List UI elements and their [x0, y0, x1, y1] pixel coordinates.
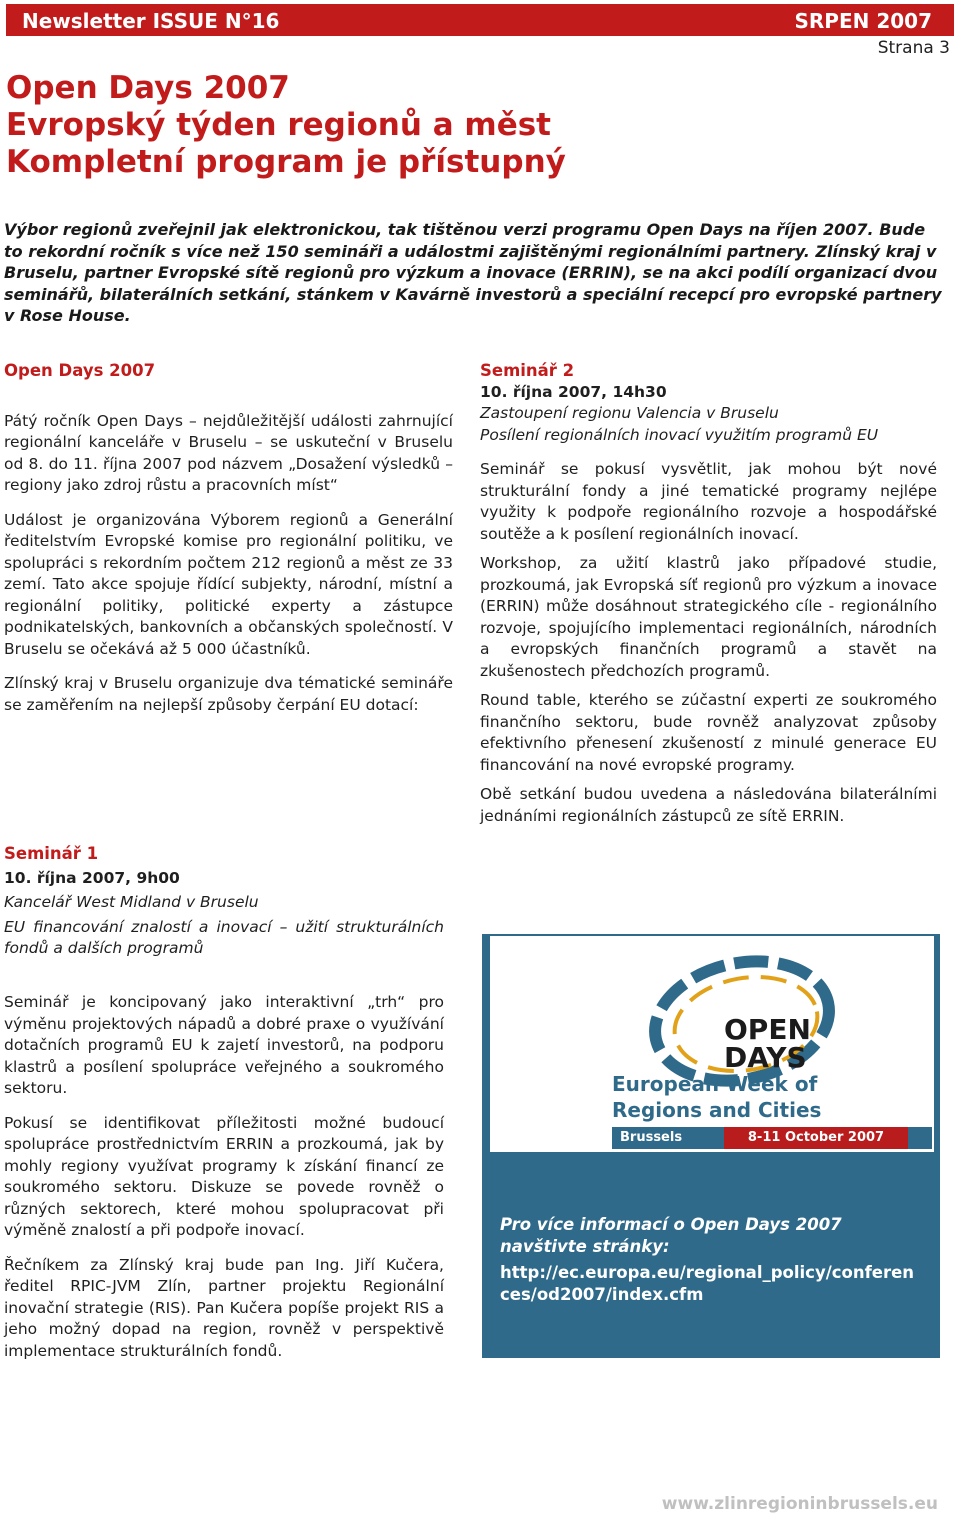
left-column-lower — [4, 992, 444, 1362]
logo-open: OPEN — [724, 1013, 811, 1046]
left-paragraph-4: Seminář je koncipovaný jako interaktivní „trh“ pro výměnu projektových nápadů a dobré praxe o využívání dotačních programů EU k zajetí investorů, na podporu klastrů a posílení spolupráce veřejného a soukromého sektoru. — [4, 993, 444, 1097]
right-paragraph-1: Seminář se pokusí vysvětlit, jak mohou být nové strukturální fondy a jiné tematické programy nejlépe využity k podpoře regionálního rozvoje a hospodářské soutěže a k posílení regionálních inovací. — [480, 460, 937, 543]
right-paragraph-3: Round table, kterého se zúčastní experti ze soukromého finančního sektoru, bude rovněž analyzovat způsoby efektivního přenesení zkušeností z minulé generace EU financování na nové evropské programy. — [480, 691, 937, 774]
poster-date-strip — [612, 1127, 932, 1149]
right-paragraph-2: Workshop, za užití klastrů jako případové studie, prozkoumá, jak Evropská síť regionů pro výzkum a inovace (ERRIN) může dosáhnout strategického cíle - regionálního rozvoje, spojujícího implementaci regionálních, národních a evropských finančních programů a stavět na zkušenostech předchozích programů. — [480, 554, 937, 680]
open-days-poster — [482, 934, 940, 1358]
title-line-2: Evropský týden regionů a měst — [6, 107, 551, 143]
left-paragraph-2: Událost je organizována Výborem regionů a Generální ředitelstvím Evropské komise pro regionální politiku, ve spolupráci s rekordním počtem 212 regionů a měst ze 33 zemí. Tato akce spojuje řídící subjekty, národní, místní a regionální politiky, politické experty a zástupce podnikatelských, bankovních a občanských společností. V Bruselu se očekává až 5 000 účastníků. — [4, 510, 453, 658]
left-paragraph-3: Zlínský kraj v Bruselu organizuje dva tématické semináře se zaměřením na nejlepší způsoby čerpání EU dotací: — [4, 674, 453, 714]
poster-logo-panel — [490, 936, 934, 1152]
right-paragraph-4: Obě setkání budou uvedena a následována bilaterálními jednáními regionálních zástupců ze sítě ERRIN. — [480, 785, 937, 825]
seminar-1-date: 10. října 2007, 9h00 — [4, 868, 180, 887]
poster-info — [500, 1214, 920, 1306]
page-number: Strana 3 — [877, 38, 950, 58]
poster-subtitle-line-1: European Week of — [612, 1072, 818, 1096]
poster-logo-text — [724, 1013, 811, 1074]
seminar-2-place: Zastoupení regionu Valencia v Bruselu — [480, 404, 779, 422]
seminar-1-topic: EU financování znalostí a inovací – užití strukturálních fondů a dalších programů — [4, 917, 444, 957]
poster-subtitle-line-2: Regions and Cities — [612, 1098, 822, 1122]
newsletter-date: SRPEN 2007 — [794, 9, 932, 33]
poster-subtitle — [612, 1071, 821, 1123]
poster-city: Brussels — [620, 1130, 683, 1145]
left-paragraph-6: Řečníkem za Zlínský kraj bude pan Ing. Jiří Kučera, ředitel RPIC-JVM Zlín, partner projektu Regionální inovační strategie (RIS). Pan Kučera popíše projekt RIS a jeho možný dopad na region, rovněž v perspektivě implementace strukturálních fondů. — [4, 1255, 444, 1360]
newsletter-issue: Newsletter ISSUE N°16 — [22, 9, 280, 33]
poster-info-text: Pro více informací o Open Days 2007 navštivte stránky: — [500, 1215, 842, 1256]
left-paragraph-1: Pátý ročník Open Days – nejdůležitější události zahrnující regionální kanceláře v Bruselu – se uskuteční v Bruselu od 8. do 11. října 2007 pod názvem „Dosažení výsledků – regiony jako zdroj růstu a pracovních míst“ — [4, 411, 453, 494]
poster-info-link[interactable]: http://ec.europa.eu/regional_policy/conferences/od2007/index.cfm — [500, 1263, 915, 1304]
intro-paragraph: Výbor regionů zveřejnil jak elektronickou, tak tištěnou verzi programu Open Days na říjen 2007. Bude to rekordní ročník s více než 150 semináři a událostmi zajištěnými regionálními partnery. Zlínský kraj v Bruselu, partner Evropské sítě regionů pro výzkum a inovace (ERRIN), se na akci podílí organizací dvou seminářů, bilaterálních setkání, stánkem v Kavárně investorů a speciální recepcí pro evropské partnery v Rose House. — [4, 220, 942, 325]
seminar-1-block — [4, 843, 444, 960]
footer-website-link[interactable]: www.zlinregioninbrussels.eu — [661, 1494, 938, 1514]
seminar-1-heading: Seminář 1 — [4, 844, 99, 863]
left-paragraph-5: Pokusí se identifikovat příležitosti možné budoucí spolupráce prostřednictvím ERRIN a prozkoumá, jak by mohly regiony využívat programy k získání financí ze soukromého sektoru. Diskuze se povede rovněž o různých sektorech, které mohou spolupracovat při výměně znalostí a při podpoře inovací. — [4, 1113, 444, 1239]
logo-days: DAYS — [724, 1041, 807, 1074]
title-line-1: Open Days 2007 — [6, 70, 290, 106]
seminar-1-place: Kancelář West Midland v Bruselu — [4, 893, 259, 911]
right-column — [480, 360, 937, 827]
newsletter-header-bar — [6, 4, 954, 36]
seminar-2-heading: Seminář 2 — [480, 361, 575, 380]
open-days-heading: Open Days 2007 — [4, 361, 156, 380]
seminar-2-topic: Posílení regionálních inovací využitím programů EU — [480, 425, 879, 444]
left-column — [4, 360, 453, 716]
title-line-3: Kompletní program je přístupný — [6, 144, 566, 180]
poster-dates: 8-11 October 2007 — [724, 1127, 908, 1149]
seminar-2-date: 10. října 2007, 14h30 — [480, 382, 667, 401]
article-title — [6, 70, 566, 181]
